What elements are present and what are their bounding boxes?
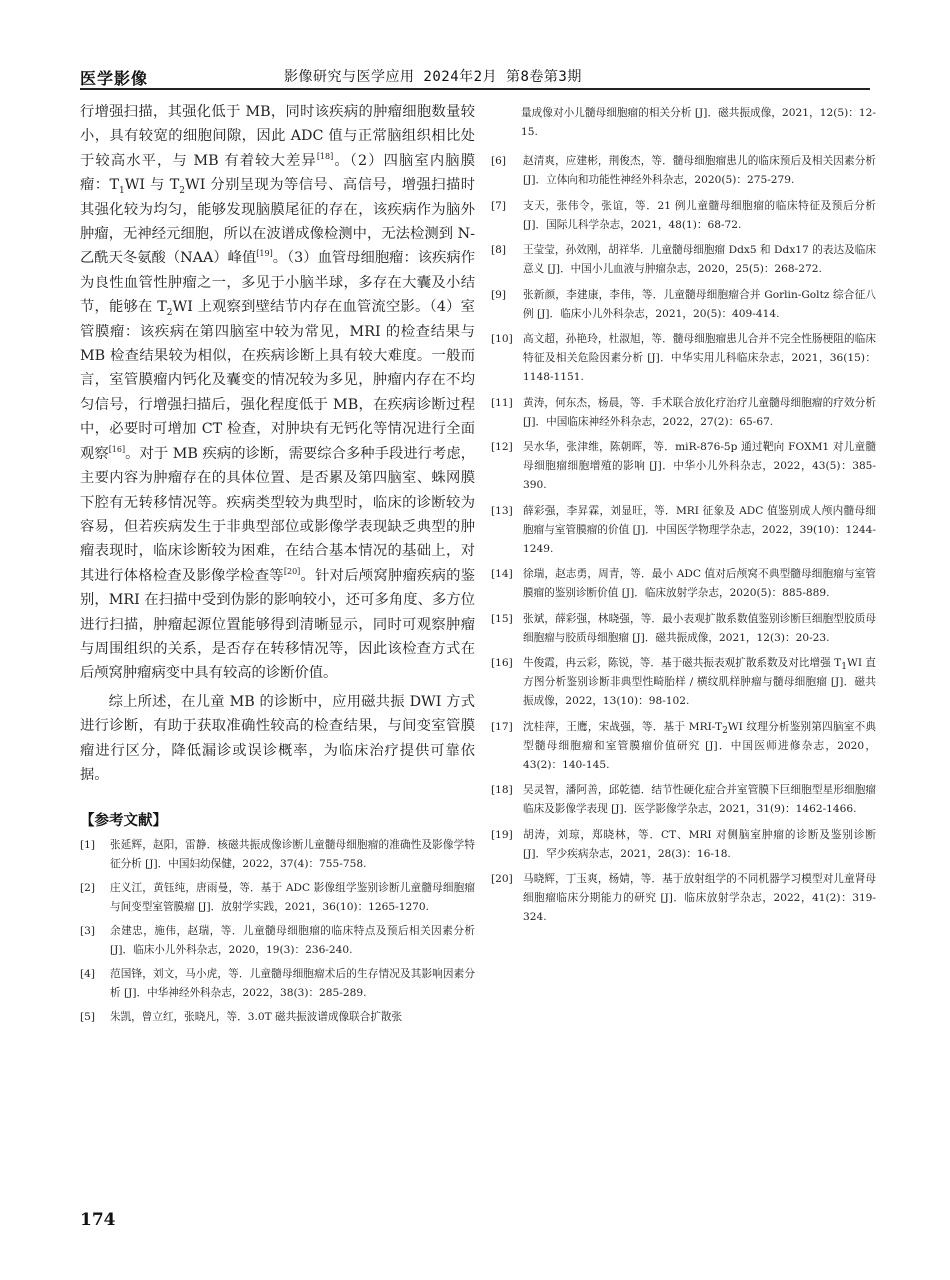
reference-item: [1] 张延辉，赵阳，雷静．核磁共振成像诊断儿童髓母细胞瘤的准确性及影像学特征分析 [J]．中国妇幼保健，2022，37(4)：755-758.	[80, 839, 475, 871]
right-column	[491, 104, 876, 934]
reference-item: [6] 赵清爽，应建彬，荆俊杰，等．髓母细胞瘤患儿的临床预后及相关因素分析 [J]．立体向和功能性神经外科杂志，2020(5)：275-279.	[491, 155, 876, 186]
journal-section-label: 医学影像	[80, 69, 149, 88]
reference-list-left	[80, 836, 475, 1027]
citation: [19]	[256, 249, 273, 259]
reference-item: [17] 沈桂萍，王鹰，宋战强，等．基于 MRI-$T_2WI$ 纹理分析鉴别第四脑室不典型髓母细胞瘤和室管膜瘤价值研究 [J]．中国医师进修杂志，2020，43(2)：140-145.	[491, 720, 876, 771]
references-heading: 【参考文献】	[80, 813, 167, 830]
reference-item: [7] 支天，张伟令，张谊，等．21 例儿童髓母细胞瘤的临床特征及预后分析 [J]．国际儿科学杂志，2021，48(1)：68-72.	[491, 199, 876, 231]
reference-item: [9] 张新颜，李建康，李伟，等．儿童髓母细胞瘤合并 Gorlin-Goltz 综合征八例 [J]．临床小儿外科杂志，2021，20(5)：409-414.	[491, 288, 876, 320]
reference-item: [5] 朱凯，曾立红，张晓凡，等．3.0T 磁共振波谱成像联合扩散张	[80, 1011, 403, 1024]
reference-list-right	[491, 152, 876, 927]
body-paragraph-1: 行增强扫描，其强化低于 MB，同时该疾病的肿瘤细胞数量较小，具有较宽的细胞间隙，因此 ADC 值与正常脑组织相比处于较高水平，与 MB 有着较大差异[18]。（2）四脑室内脑膜瘤：$T_1WI$ 与 $T_2WI$ 分别呈现为等信号、高信号，增强扫描时其强化较为均匀，能够发现脑膜尾征的存在，该疾病作为脑外肿瘤，无神经元细胞，所以在波谱成像检测中，无法检测到 N- 乙酰天冬氨酸（NAA）峰值[19]。（3）血管母细胞瘤：该疾病作为良性血管性肿瘤之一，多见于小脑半球，多存在大囊及小结节，能够在 $T_2WI$ 上观察到壁结节内存在血管流空影。（4）室管膜瘤：该疾病在第四脑室中较为常见，MRI 的检查结果与 MB 检查结果较为相似，在疾病诊断上具有较大难度。一般而言，室管膜瘤内钙化及囊变的情况较为多见，肿瘤内存在不均匀信号，行增强扫描后，强化程度低于 MB，在疾病诊断过程中，必要时可增加 CT 检查，对肿块有无钙化等情况进行全面观察[16]。对于 MB 疾病的诊断，需要综合多种手段进行考虑，主要内容为肿瘤存在的具体位置、是否累及第四脑室、蛛网膜下腔有无转移情况等。疾病类型较为典型时，临床的诊断较为容易，但若疾病发生于非典型部位或影像学表现缺乏典型的肿瘤表现时，临床诊断较为困难，在结合基本情况的基础上，对其进行体格检查及影像学检查等[20]。针对后颅窝肿瘤疾病的鉴别，MRI 在扫描中受到伪影的影响较小，还可多角度、多方位进行扫描，肿瘤起源位置能够得到清晰显示，同时可观察肿瘤与周围组织的关系，是否存在转移情况等，因此该检查方式在后颅窝肿瘤病变中具有较高的诊断价值。	[80, 104, 476, 682]
reference-item: [19] 胡涛，刘琼，郑晓林，等．CT、MRI 对侧脑室肿瘤的诊断及鉴别诊断 [J]．罕少疾病杂志，2021，28(3)：16-18.	[491, 828, 876, 860]
page-header	[0, 0, 950, 95]
reference-item: [12] 吴水华，张津维，陈朝晖，等．miR-876-5p 通过靶向 FOXM1 对儿童髓母细胞瘤细胞增殖的影响 [J]．中华小儿外科杂志，2022，43(5)：385-390.	[491, 441, 876, 491]
body-text	[80, 100, 475, 787]
citation: [16]	[108, 444, 126, 454]
reference-item: [10] 高文超，孙艳玲，杜淑旭，等．髓母细胞瘤患儿合并不完全性肠梗阻的临床特征及相关危险因素分析 [J]．中华实用儿科临床杂志，2021，36(15)：1148-1151.	[491, 333, 876, 383]
reference-item: [18] 吴灵智，潘阿善，邱乾德．结节性硬化症合并室管膜下巨细胞型星形细胞瘤临床及影像学表现 [J]．医学影像学杂志，2021，31(9)：1462-1466.	[491, 784, 876, 815]
citation: [18]	[316, 152, 334, 162]
reference-item: [2] 庄义江，黄钰纯，唐雨曼，等．基于 ADC 影像组学鉴别诊断儿童髓母细胞瘤与间变型室管膜瘤 [J]．放射学实践，2021，36(10)：1265-1270.	[80, 882, 475, 914]
reference-continuation: 量成像对小儿髓母细胞瘤的相关分析 [J]．磁共振成像，2021，12(5)：12-15.	[521, 107, 876, 138]
citation: [20]	[283, 566, 301, 576]
reference-item: [4] 范国锋，刘文，马小虎，等．儿童髓母细胞瘤术后的生存情况及其影响因素分析 [J]．中华神经外科杂志，2022，38(3)：285-289.	[80, 968, 475, 1000]
left-column	[80, 100, 475, 1032]
page-number: 174	[80, 1210, 116, 1230]
reference-item: [20] 马晓辉，丁玉爽，杨婧，等．基于放射组学的不同机器学习模型对儿童肾母细胞瘤临床分期能力的研究 [J]．临床放射学杂志，2022，41(2)：319-324.	[491, 873, 876, 923]
reference-item: [3] 余建忠，施伟，赵瑞，等．儿童髓母细胞瘤的临床特点及预后相关因素分析 [J]．临床小儿外科杂志，2020，19(3)：236-240.	[80, 925, 475, 957]
body-paragraph-2: 综上所述，在儿童 MB 的诊断中，应用磁共振 DWI 方式进行诊断，有助于获取准确性较高的检查结果，与间变室管膜瘤进行区分，降低漏诊或误诊概率，为临床治疗提供可靠依据。	[80, 693, 475, 783]
journal-issue-info: 影像研究与医学应用 2024年2月 第8卷第3期	[284, 69, 582, 85]
reference-item: [15] 张斌，薛彩强，林晓强，等．最小表观扩散系数值鉴别诊断巨细胞型胶质母细胞瘤与胶质母细胞瘤 [J]．磁共振成像，2021，12(3)：20-23.	[491, 612, 876, 644]
reference-item: [14] 徐瑞，赵志勇，周青，等．最小 ADC 值对后颅窝不典型髓母细胞瘤与室管膜瘤的鉴别诊断价值 [J]．临床放射学杂志，2020(5)：885-889.	[491, 568, 876, 599]
reference-item: [13] 薛彩强，李昇霖，刘显旺，等．MRI 征象及 ADC 值鉴别成人颅内髓母细胞瘤与室管膜瘤的价值 [J]．中国医学物理学杂志，2022，39(10)：1244-1249.	[491, 504, 876, 555]
reference-item: [8] 王莹莹，孙效刚，胡祥华．儿童髓母细胞瘤 Ddx5 和 Ddx17 的表达及临床意义 [J]．中国小儿血液与肿瘤杂志，2020，25(5)：268-272.	[491, 244, 876, 275]
header-divider	[80, 88, 870, 90]
reference-item: [16] 牛俊霞，冉云彩，陈锐，等．基于磁共振表观扩散系数及对比增强 $T_1WI$ 直方图分析鉴别诊断非典型性畸胎样 / 横纹肌样肿瘤与髓母细胞瘤 [J]．磁共振成像，2022，13(10)：98-102.	[491, 657, 876, 707]
reference-item: [11] 黄涛，何东杰，杨晨，等．手术联合放化疗治疗儿童髓母细胞瘤的疗效分析 [J]．中国临床神经外科杂志，2022，27(2)：65-67.	[491, 396, 876, 428]
